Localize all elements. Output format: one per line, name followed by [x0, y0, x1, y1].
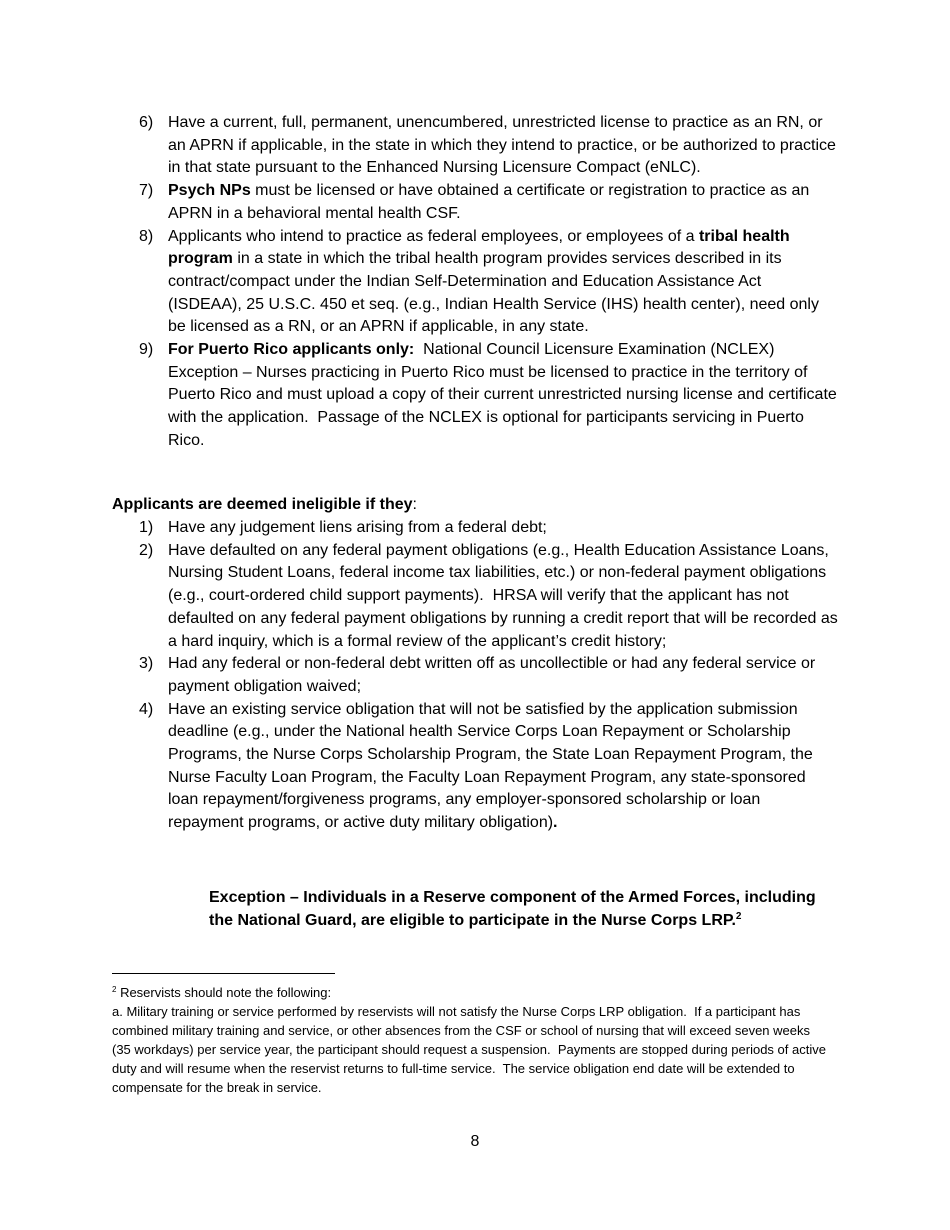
list-item-text: must be licensed or have obtained a certificate or registration to practice as an APRN in a behavioral mental health CSF.: [168, 182, 810, 222]
footnote-body: a. Military training or service performed by reservists will not satisfy the Nurse Corps LRP obligation. If a participant has combined military training and service, or other absences from the CSF or school of nursing that will exceed seven weeks (35 workdays) per service year, the participant should request a suspension. Payments are stopped during periods of active duty and will resume when the reservist returns to full-time service. The service obligation end date will be extended to compensate for the break in service.: [112, 1004, 830, 1095]
list-item: [0, 699, 838, 835]
list-item-text: in a state in which the tribal health program provides services described in its contract/compact under the Indian Self-Determination and Education Assistance Act (ISDEAA), 25 U.S.C. 450 et seq. (e.g., Indian Health Service (IHS) health center), need only be licensed as a RN, or an APRN if applicable, in any state.: [168, 250, 819, 336]
list-number: 1): [139, 519, 154, 536]
list-item-bold-text: For Puerto Rico applicants only:: [168, 341, 415, 359]
ineligible-list: [0, 517, 950, 835]
exception-text: Exception – Individuals in a Reserve component of the Armed Forces, including the National Guard, are eligible to participate in the Nurse Corps LRP.: [209, 889, 816, 929]
list-number: 2): [139, 541, 154, 559]
list-number: 3): [139, 655, 154, 673]
ineligible-heading: [112, 494, 417, 517]
list-item-text: Have any judgement liens arising from a federal debt;: [168, 519, 547, 536]
footnote-marker: 2: [112, 985, 117, 994]
list-item: [0, 226, 838, 340]
footnote-intro-text: Reservists should note the following:: [116, 985, 332, 1000]
list-item: [0, 180, 838, 225]
footnote-reference[interactable]: 2: [735, 911, 742, 922]
list-item: [0, 339, 842, 453]
footnote: [112, 983, 832, 1097]
list-item: [0, 517, 838, 540]
list-item: [0, 112, 838, 180]
list-item-text: Have an existing service obligation that will not be satisfied by the application submission deadline (e.g., under the National health Service Corps Loan Repayment or Scholarship Programs, the Nurse Corps Scholarship Program, the State Loan Repayment Program, the Nurse Faculty Loan Program, the Faculty Loan Repayment Program, any state-sponsored loan repayment/forgiveness programs, any employer-sponsored scholarship or loan repayment programs, or active duty military obligation): [168, 700, 813, 832]
list-item-bold-period: .: [553, 814, 558, 832]
list-item-bold-text: Psych NPs: [168, 182, 251, 200]
list-number: 6): [139, 114, 154, 131]
reserve-exception-note: [209, 886, 839, 932]
list-item-text: Had any federal or non-federal debt written off as uncollectible or had any federal service or payment obligation waived;: [168, 655, 816, 695]
list-item-text: Applicants who intend to practice as federal employees, or employees of a: [168, 227, 699, 245]
list-number: 9): [139, 341, 154, 359]
list-item-text: Have defaulted on any federal payment obligations (e.g., Health Education Assistance Loans, Nursing Student Loans, federal income tax liabilities, etc.) or non-federal payment obligations (e.g., court-ordered child support payments). HRSA will verify that the applicant has not defaulted on any federal payment obligations by running a credit report that will be recorded as a hard inquiry, which is a formal review of the applicant’s credit history;: [168, 541, 843, 650]
list-item-text: Have a current, full, permanent, unencumbered, unrestricted license to practice as an RN, or an APRN if applicable, in the state in which they intend to practice, or be authorized to practice in that state pursuant to the Enhanced Nursing Licensure Compact (eNLC).: [168, 114, 836, 177]
list-number: 4): [139, 700, 154, 718]
list-number: 7): [139, 182, 154, 200]
page-number: 8: [470, 1133, 480, 1150]
footnote-intro: [112, 983, 832, 1002]
list-item-text: National Council Licensure Examination (NCLEX) Exception – Nurses practicing in Puerto Rico must be licensed to practice in the territory of Puerto Rico and must upload a copy of their current unrestricted nursing license and certificate with the application. Passage of the NCLEX is optional for participants servicing in Puerto Rico.: [168, 341, 842, 449]
ineligible-heading-suffix: :: [412, 496, 417, 513]
list-item-bold-text: tribal health program: [168, 227, 790, 268]
list-number: 8): [139, 227, 154, 245]
footnote-divider: [112, 973, 335, 974]
ineligible-heading-text: Applicants are deemed ineligible if they: [112, 496, 413, 513]
eligibility-list: [0, 112, 950, 453]
list-item: [0, 540, 843, 654]
list-item: [0, 653, 838, 698]
